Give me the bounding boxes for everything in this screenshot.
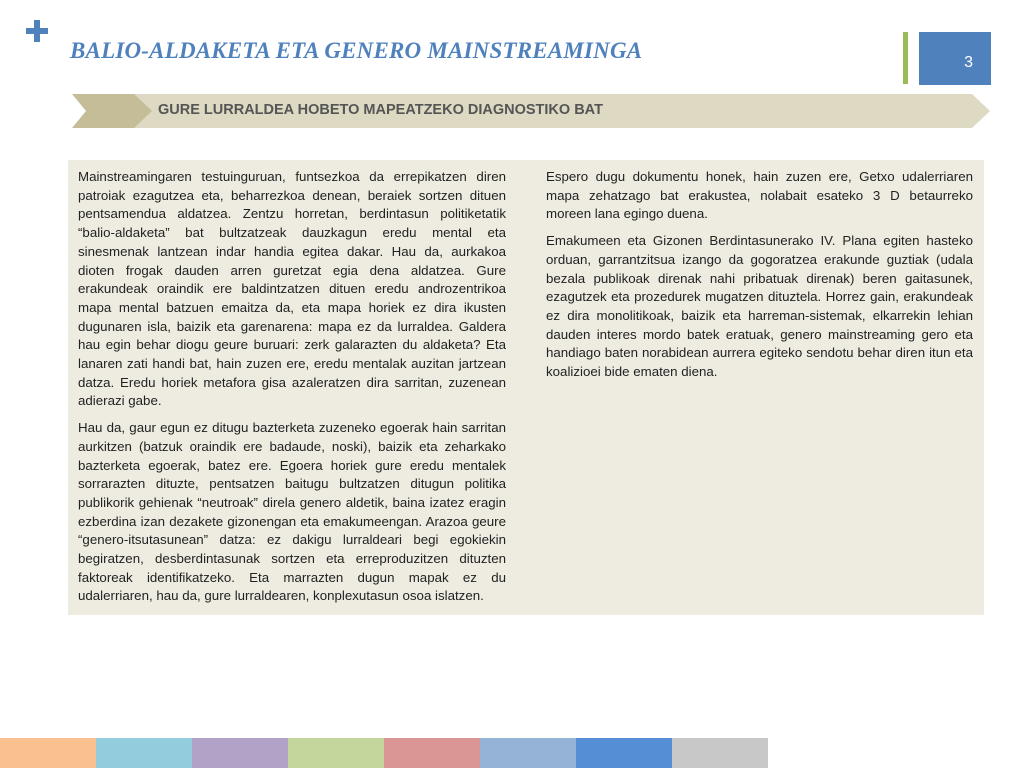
- strip-block: [672, 738, 768, 768]
- strip-block: [96, 738, 192, 768]
- paragraph: Hau da, gaur egun ez ditugu bazterketa zuzeneko egoerak hain sarritan aurkitzen (batzuk oraindik ere badaude, noski), baizik eta zeharkako bazterketa egoerak, batez ere. Egoera horiek gure eredu mentalek sorrarazten dituzte, pentsatzen baitugu bultzatzen ditugun politika publikorik gehienak “neutroak” direla genero aldetik, baina izatez eragin ezberdina izan dezakete gizonengan eta emakumeengan. Arazoa geure “genero-itsutasunean” datza: ez dakigu lurraldeari begi egokiekin begiratzen, desberdintasunak sortzen eta erreproduzitzen dituzten faktoreak identifikatzeko. Eta marrazten dugun mapak ez du udalerriaren, hau da, gure lurraldearen, konplexutasun osoa islatzen.: [78, 420, 506, 604]
- strip-block: [0, 738, 96, 768]
- paragraph: Emakumeen eta Gizonen Berdintasunerako IV. Plana egiten hasteko orduan, garrantzitsua izango da gogoratzea erakunde guztiak (udala bezala publikoak direnak nahi pribatuak direnak) beren gaitasunek, ezagutzek eta prozedurek mugatzen dituztela. Horrez gain, erakundeak ez dira monolitikoak, baizik eta harreman-sistemak, elkarrekin lehian dauden interes mordo batek eratuak, genero mainstreaming gero eta handiago baten norabidean aurrera egiteko sendotu behar diren itun eta koalizioei bide ematen diena.: [546, 233, 973, 380]
- page-number: 3: [919, 32, 991, 85]
- slide-title: BALIO-ALDAKETA ETA GENERO MAINSTREAMINGA: [70, 38, 643, 63]
- strip-block: [288, 738, 384, 768]
- right-column: [546, 168, 973, 390]
- strip-block: [192, 738, 288, 768]
- paragraph: Espero dugu dokumentu honek, hain zuzen ere, Getxo udalerriaren mapa zehatzago bat erakustea, nolabait esateko 3 D betaurreko moreen lana egingo duena.: [546, 169, 973, 222]
- banner-text: GURE LURRALDEA HOBETO MAPEATZEKO DIAGNOSTIKO BAT: [158, 102, 603, 118]
- accent-divider: [903, 32, 908, 84]
- section-banner: [72, 94, 990, 128]
- plus-icon: [26, 20, 48, 42]
- content-panel: [68, 160, 984, 615]
- left-column: [78, 168, 506, 614]
- footer-color-strip: [0, 738, 768, 768]
- strip-block: [384, 738, 480, 768]
- strip-block: [480, 738, 576, 768]
- paragraph: Mainstreamingaren testuinguruan, funtsezkoa da errepikatzen diren patroiak ezagutzea eta, beharrezkoa denean, beraiek sortzen dituen pentsamendua aldatzea. Zentzu horretan, berdintasun politiketatik “balio-aldaketa” bat bultzatzeak dauzkagun eredu mental eta sinesmenak lantzean indar handia egitea dakar. Hau da, aurkakoa dioten frogak dauden arren guretzat egia dena aldatzea. Gure erakundeak oraindik ere baldintzatzen dituen eredu androzentrikoa mapa mental batzuen emaitza da, eta mapa horiek ez dira ikusten dugunaren isla, baizik eta garenarena: mapa ez da lurraldea. Galdera hau egin behar diogu geure buruari: zerk galarazten du aldaketa? Eta lanaren zati handi bat, hain zuzen ere, eredu mentalak auzitan jartzean datza. Eredu horiek metafora gisa azaleratzen dira sarritan, zuzenean adierazi gabe.: [78, 169, 506, 409]
- strip-block: [576, 738, 672, 768]
